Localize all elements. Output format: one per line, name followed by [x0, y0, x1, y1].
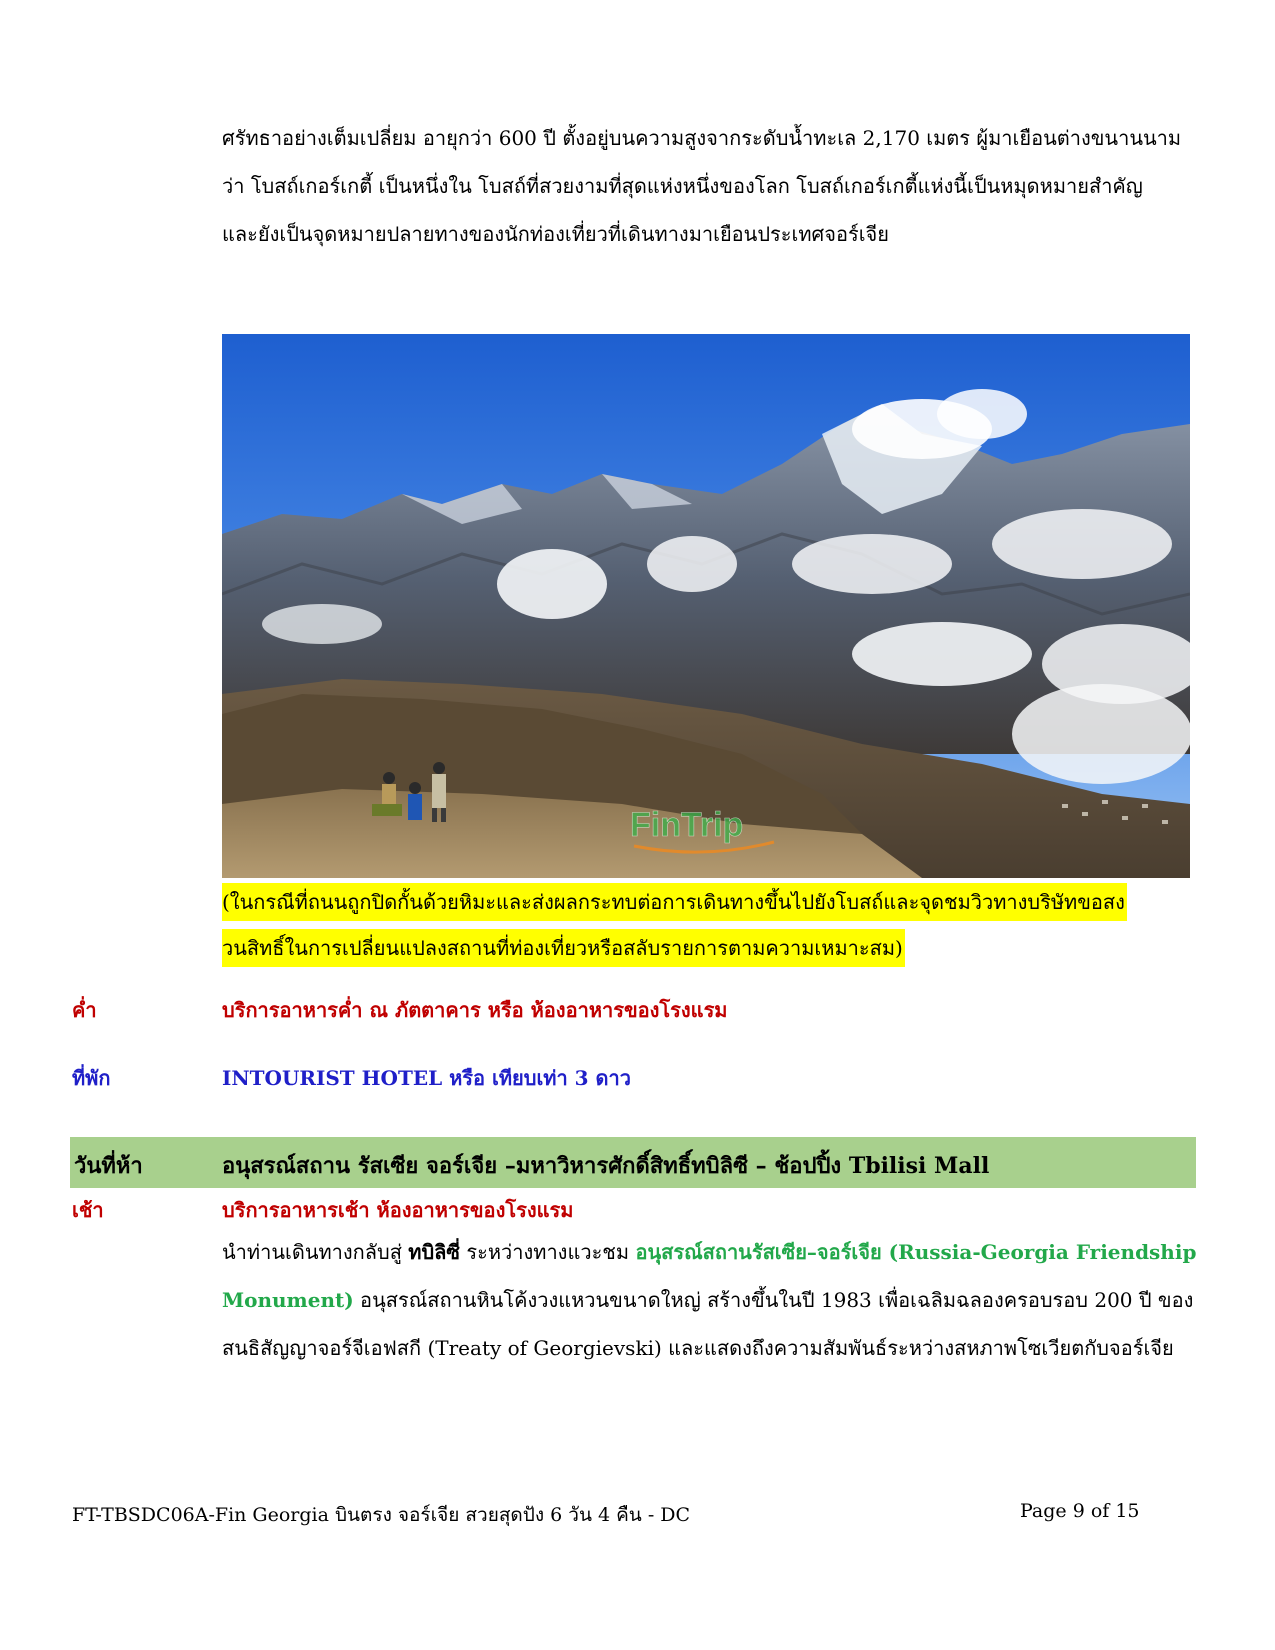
description-line-3: สนธิสัญญาจอร์จีเอฟสกี (Treaty of Georgievski) และแสดงถึงความสัมพันธ์ระหว่างสหภาพโซเวียตกับจอร์เจีย [222, 1336, 1174, 1360]
breakfast-text: บริการอาหารเช้า ห้องอาหารของโรงแรม [222, 1198, 574, 1222]
footer-document-code: FT-TBSDC06A-Fin Georgia บินตรง จอร์เจีย สวยสุดปัง 6 วัน 4 คืน - DC [72, 1504, 691, 1526]
mountain-photo [222, 334, 1190, 878]
intro-line-1: ศรัทธาอย่างเต็มเปลี่ยม อายุกว่า 600 ปี ตั้งอยู่บนความสูงจากระดับน้ำทะเล 2,170 เมตร ผู้มาเยือนต่างขนานนาม [222, 126, 1182, 150]
description-line-2-rest: อนุสรณ์สถานหินโค้งวงแหวนขนาดใหญ่ สร้างขึ้นในปี 1983 เพื่อเฉลิมฉลองครอบรอบ 200 ปี ของ [353, 1288, 1194, 1312]
monument-name: อนุสรณ์สถานรัสเซีย–จอร์เจีย (Russia-Georgia Friendship [635, 1240, 1197, 1264]
day-title: อนุสรณ์สถาน รัสเซีย จอร์เจีย –มหาวิหารศักดิ์สิทธิ์ทบิลิซี – ช้อปปิ้ง Tbilisi Mall [222, 1153, 990, 1179]
dinner-label: ค่ำ [72, 998, 97, 1022]
description-line-1-mid: ระหว่างทางแวะชม [460, 1240, 636, 1264]
description-paragraph [222, 1228, 1197, 1372]
hotel-text: INTOURIST HOTEL หรือ เทียบเท่า 3 ดาว [222, 1066, 631, 1090]
breakfast-label: เช้า [72, 1198, 104, 1222]
intro-line-3: และยังเป็นจุดหมายปลายทางของนักท่องเที่ยวที่เดินทางมาเยือนประเทศจอร์เจีย [222, 222, 889, 246]
description-line-1-start: นำท่านเดินทางกลับสู่ [222, 1240, 409, 1264]
hotel-label: ที่พัก [72, 1066, 111, 1090]
description-line-1 [222, 1228, 1197, 1276]
fintrip-logo [624, 802, 794, 862]
day-label: วันที่ห้า [74, 1153, 143, 1179]
notice-line-1: (ในกรณีที่ถนนถูกปิดกั้นด้วยหิมะและส่งผลกระทบต่อการเดินทางขึ้นไปยังโบสถ์และจุดชมวิวทางบริษัทขอสง [222, 883, 1127, 921]
description-line-2 [222, 1276, 1194, 1324]
destination-tbilisi: ทบิลิซี่ [408, 1240, 461, 1264]
footer-page-number: Page 9 of 15 [1020, 1500, 1140, 1522]
intro-line-2: ว่า โบสถ์เกอร์เกตี้ เป็นหนึ่งใน โบสถ์ที่สวยงามที่สุดแห่งหนึ่งของโลก โบสถ์เกอร์เกตี้แห่งนี้เป็นหมุดหมายสำคัญ [222, 174, 1143, 198]
svg-text:FinTrip: FinTrip [630, 806, 744, 844]
intro-paragraph [222, 114, 1190, 258]
notice-line-2: วนสิทธิ์ในการเปลี่ยนแปลงสถานที่ท่องเที่ยวหรือสลับรายการตามความเหมาะสม) [222, 929, 905, 967]
monument-name-cont: Monument) [222, 1288, 354, 1312]
dinner-text: บริการอาหารค่ำ ณ ภัตตาคาร หรือ ห้องอาหารของโรงแรม [222, 998, 728, 1022]
